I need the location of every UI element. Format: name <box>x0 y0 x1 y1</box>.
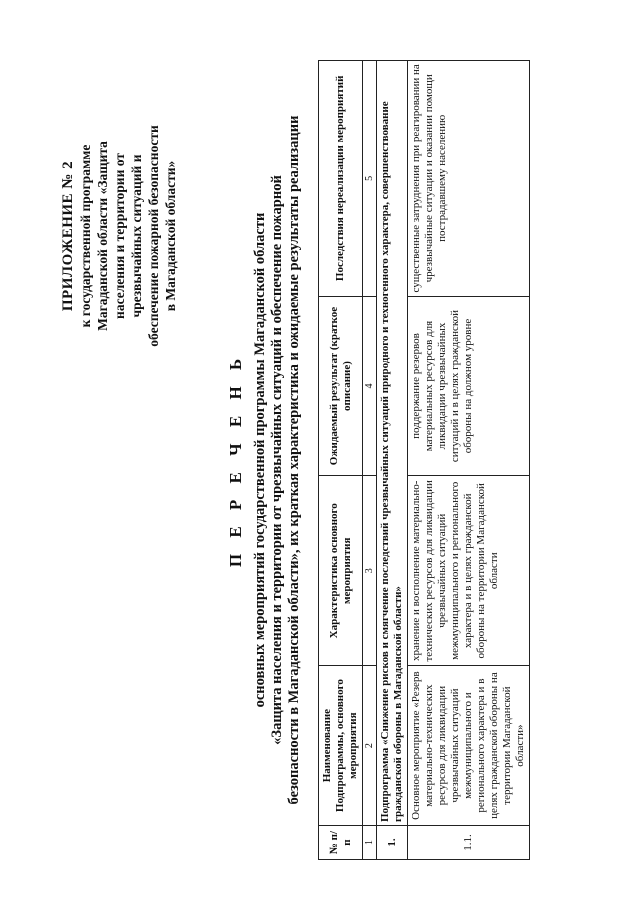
title-line: «Защита населения и территории от чрезвычайных ситуаций и обеспечение пожарной <box>269 175 285 745</box>
appendix-line: чрезвычайных ситуаций и <box>129 154 144 318</box>
row-consequences: существенные затруднения при реагировании на чрезвычайные ситуации и оказании помощи пострадавшему населению <box>408 61 530 297</box>
title-line: безопасности в Магаданской области», их краткая характеристика и ожидаемые результаты реализации <box>286 115 302 805</box>
table-row <box>408 61 530 860</box>
col-number: 1 <box>363 826 377 860</box>
title-perechen: П Е Р Е Ч Е Н Ь <box>226 352 245 568</box>
header-num: № п/п <box>319 826 363 860</box>
header-characteristic: Характеристика основного мероприятия <box>319 476 363 666</box>
col-number: 5 <box>363 61 377 297</box>
header-consequences: Последствия нереализации мероприятий <box>319 61 363 297</box>
appendix-heading: ПРИЛОЖЕНИЕ № 2 <box>60 160 76 312</box>
appendix-line: к государственной программе <box>78 144 93 328</box>
appendix-line: в Магаданской области» <box>163 160 178 312</box>
row-characteristic: хранение и восполнение материально-технических ресурсов для ликвидации чрезвычайных ситуаций межмуниципального и регионального характера и в целях гражданской обороны на территории Магаданской области <box>408 476 530 666</box>
subprogram-text: Подпрограмма «Снижение рисков и смягчение последствий чрезвычайных ситуаций природного и техногенного характера, совершенствование гражданской обороны в Магаданской области» <box>377 61 408 826</box>
col-number: 4 <box>363 296 377 476</box>
appendix-line: Магаданской области «Защита <box>95 141 110 331</box>
document-title <box>226 60 303 860</box>
measures-table <box>318 60 530 860</box>
appendix-line: населения и территории от <box>112 153 127 319</box>
title-line: основных мероприятий государственной программы Магаданской области <box>252 212 268 708</box>
document-page <box>30 50 605 870</box>
row-result: поддержание резервов материальных ресурсов для ликвидации чрезвычайных ситуаций и в целях гражданской обороны на должном уровне <box>408 296 530 476</box>
subprogram-row <box>377 61 408 860</box>
header-result: Ожидаемый результат (краткое описание) <box>319 296 363 476</box>
appendix-line: обеспечение пожарной безопасности <box>146 125 161 347</box>
col-number: 3 <box>363 476 377 666</box>
appendix-block <box>60 86 179 386</box>
row-num: 1.1. <box>408 826 530 860</box>
row-name: Основное мероприятие «Резерв материально-технических ресурсов для ликвидации чрезвычайных ситуаций межмуниципального и регионального характера и в целях гражданской обороны на территории Магаданской области» <box>408 666 530 826</box>
column-number-row <box>363 61 377 860</box>
col-number: 2 <box>363 666 377 826</box>
subprogram-num: 1. <box>377 826 408 860</box>
table-header-row <box>319 61 363 860</box>
header-name: Наименование Подпрограммы, основного мероприятия <box>319 666 363 826</box>
